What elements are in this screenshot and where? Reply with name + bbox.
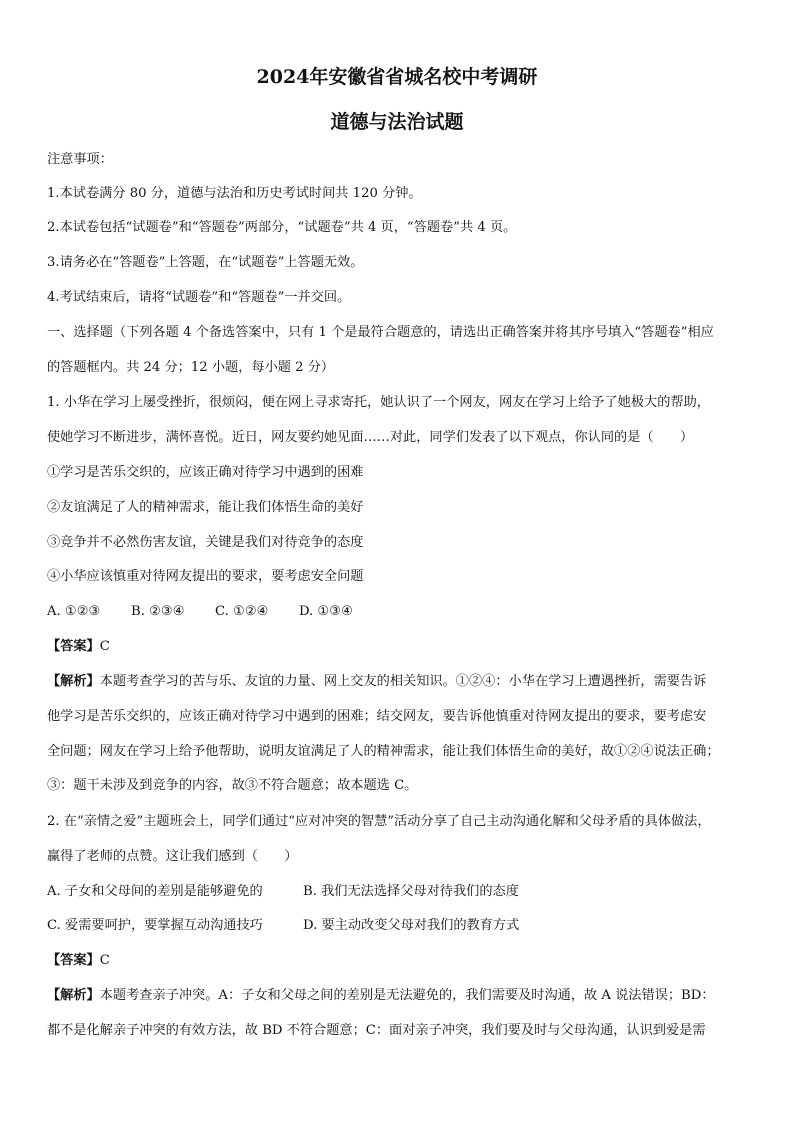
notes-heading: 注意事项： [47, 152, 113, 167]
answer-label: 【答案】 [47, 639, 100, 654]
option-c: C. ①②④ [215, 604, 269, 619]
question-2-options-row2 [47, 917, 519, 935]
question-2-stem: 2. 在“亲情之爱”主题班会上，同学们通过“应对冲突的智慧”活动分享了自己主动沟通化解和父母矛盾的具体做法， [47, 814, 711, 829]
option-a: A. ①②③ [47, 604, 101, 619]
option-d: D. ①③④ [299, 604, 353, 619]
question-1-analysis [47, 673, 706, 691]
exam-title: 2024年安徽省省城名校中考调研 [256, 66, 538, 88]
note-item: 1.本试卷满分 80 分，道德与法治和历史考试时间共 120 分钟。 [47, 186, 422, 201]
statement-item: ①学习是苦乐交织的，应该正确对待学习中遇到的困难 [47, 465, 364, 480]
question-2-analysis [47, 987, 715, 1005]
option-d: D. 要主动改变父母对我们的教育方式 [303, 918, 520, 933]
option-a: A. 子女和父母间的差别是能够避免的 [47, 884, 263, 899]
analysis-line: 都不是化解亲子冲突的有效方法，故 BD 不符合题意；C：面对亲子冲突，我们要及时与父母沟通，认识到爱是需 [47, 1023, 706, 1038]
analysis-line: 全问题；网友在学习上给予他帮助，说明友谊满足了人的精神需求，能让我们体悟生命的美好，故①②④说法正确； [47, 744, 720, 759]
note-item: 4.考试结束后，请将“试题卷”和“答题卷”一并交回。 [47, 290, 351, 305]
answer-label: 【答案】 [47, 953, 100, 968]
statement-item: ④小华应该慎重对待网友提出的要求，要考虑安全问题 [47, 569, 364, 584]
analysis-label: 【解析】 [47, 674, 100, 689]
statement-item: ③竞争并不必然伤害友谊，关键是我们对待竞争的态度 [47, 535, 364, 550]
analysis-label: 【解析】 [47, 988, 100, 1003]
note-item: 2.本试卷包括“试题卷”和“答题卷”两部分，“试题卷”共 4 页，“答题卷”共 4 页。 [47, 220, 517, 235]
question-1-options [47, 603, 353, 621]
question-2-answer [47, 952, 110, 970]
analysis-line: ③：题干未涉及到竞争的内容，故③不符合题意；故本题选 C。 [47, 778, 418, 793]
note-item: 3.请务必在“答题卷”上答题，在“试题卷”上答题无效。 [47, 255, 364, 270]
section-instructions: 一、选择题（下列各题 4 个备选答案中，只有 1 个是最符合题意的，请选出正确答案并将其序号填入“答题卷”相应 [47, 325, 714, 340]
analysis-text: 本题考查亲子冲突。A：子女和父母之间的差别是无法避免的，我们需要及时沟通，故 A 说法错误；BD： [99, 988, 715, 1003]
statement-item: ②友谊满足了人的精神需求，能让我们体悟生命的美好 [47, 500, 364, 515]
question-2-options-row1 [47, 883, 519, 901]
answer-value: C [99, 953, 110, 968]
option-b: B. 我们无法选择父母对待我们的态度 [303, 884, 519, 899]
question-1-stem-cont: 使她学习不断进步，满怀喜悦。近日，网友要约她见面……对此，同学们发表了以下观点，你认同的是（ ） [47, 430, 694, 445]
answer-value: C [99, 639, 110, 654]
section-instructions-cont: 的答题框内。共 24 分；12 小题，每小题 2 分） [47, 360, 335, 375]
option-b: B. ②③④ [131, 604, 185, 619]
option-c: C. 爱需要呵护，要掌握互动沟通技巧 [47, 918, 263, 933]
exam-subtitle: 道德与法治试题 [330, 111, 464, 133]
question-1-answer [47, 638, 110, 656]
question-1-stem: 1. 小华在学习上屡受挫折，很烦闷，便在网上寻求寄托，她认识了一个网友，网友在学习上给予了她极大的帮助， [47, 395, 710, 410]
analysis-line: 他学习是苦乐交织的，应该正确对待学习中遇到的困难；结交网友，要告诉他慎重对待网友提出的要求，要考虑安 [47, 709, 707, 724]
question-2-stem-cont: 赢得了老师的点赞。这让我们感到（ ） [47, 849, 298, 864]
analysis-text: 本题考查学习的苦与乐、友谊的力量、网上交友的相关知识。①②④：小华在学习上遭遇挫折，需要告诉 [99, 674, 707, 689]
